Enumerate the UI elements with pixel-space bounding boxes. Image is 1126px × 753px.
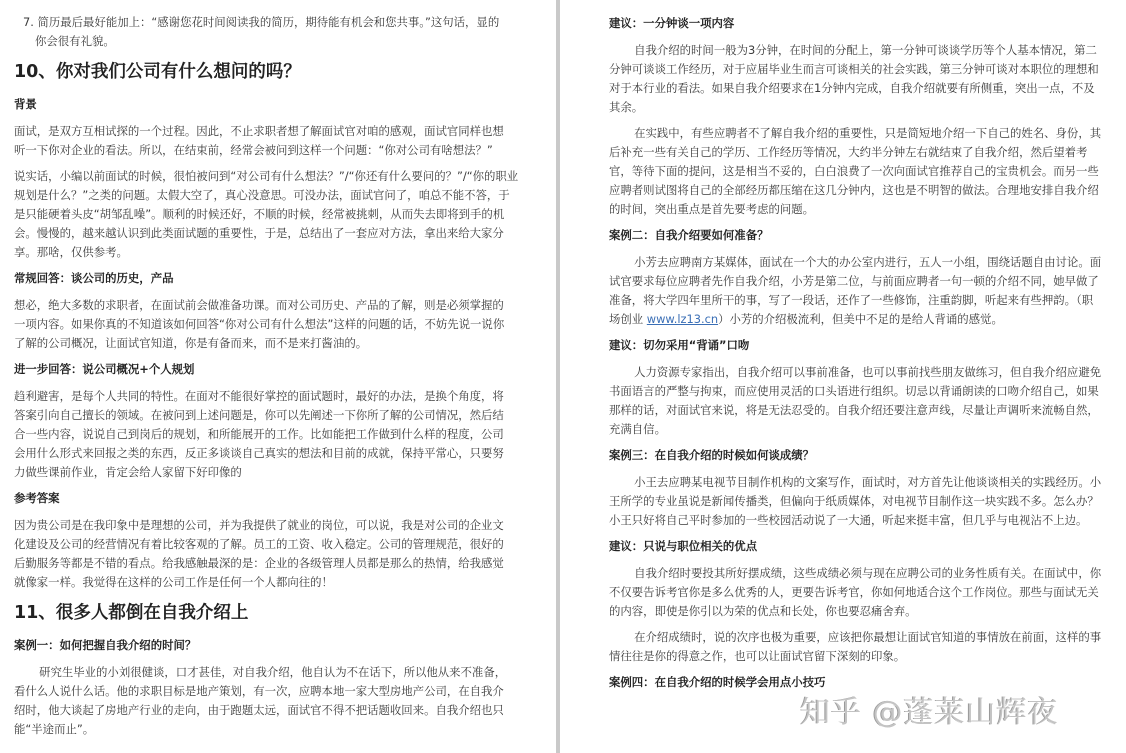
paragraph	[609, 473, 1101, 530]
text-line: 背景	[14, 97, 37, 111]
text-line: 后勤服务等都是不错的看点。给我感触最深的是：企业的各级管理人员都是那么的热情，给我感觉	[14, 556, 504, 570]
paragraph	[609, 363, 1101, 439]
text-line: 说实话，小编以前面试的时候，很怕被问到“对公司有什么想法？”/“你还有什么要问的？”/“你的职业	[14, 169, 519, 183]
text-line: 研究生毕业的小刘很健谈，口才甚佳，对自我介绍，他自认为不在话下，所以他从来不准备，	[39, 665, 507, 679]
text-line: 会用什么形式来回报之类的东西，反正多谈谈自己真实的想法和目前的成就，保持平常心，只要努	[14, 446, 504, 460]
text-line: 后补充一些有关自己的学历、工作经历等情况，大约半分钟左右就结束了自我介绍，然后望着考	[609, 145, 1088, 159]
text-line: 小芳去应聘南方某媒体，面试在一个大的办公室内进行，五人一小组，围绕话题自由讨论。面	[634, 255, 1102, 269]
website-link[interactable]: www.lz13.cn	[646, 312, 719, 326]
text-line: 化建设及公司的经营情况有着比较客观的了解。员工的工资、收入稳定。公司的管理规范，很好的	[14, 537, 504, 551]
paragraph	[14, 663, 518, 739]
subheading	[609, 226, 1101, 245]
text-line: 看什么人说什么话。他的求职目标是地产策划，有一次，应聘本地一家大型房地产公司，在自我介	[14, 684, 504, 698]
text-line: 的内容，即使是你引以为荣的优点和长处，你也要忍痛舍弃。	[609, 604, 917, 618]
paragraph	[609, 628, 1101, 666]
text-line: 能“半途而止”。	[14, 722, 95, 736]
subheading	[14, 95, 518, 114]
page-right-content	[609, 14, 1101, 692]
paragraph	[14, 167, 518, 262]
text-line: 10、你对我们公司有什么想问的吗？	[14, 62, 301, 82]
text-line: 应聘者则试图将自己的全部经历都压缩在这几分钟内，这也是不明智的做法。合理地安排自我介绍	[609, 183, 1099, 197]
text-line: 充满自信。	[609, 422, 666, 436]
text-line: 小王去应聘某电视节目制作机构的文案写作，面试时，对方首先让他谈谈相关的实践经历。小	[634, 475, 1102, 489]
text-line: 案例四：在自我介绍的时候学会用点小技巧	[609, 675, 826, 689]
text-line: 小王只好将自己平时参加的一些校园活动说了一大通，听起来挺丰富，但几乎与电视沾不上边。	[609, 513, 1088, 527]
paragraph	[609, 564, 1101, 621]
text-line: 7. 简历最后最好能加上：“感谢您花时间阅读我的简历，期待能有机会和您共事。”这句话，显的	[23, 15, 500, 29]
subheading	[14, 360, 518, 379]
section-heading	[14, 59, 518, 85]
page-left-content	[14, 13, 518, 739]
text-line: 力做些课前作业，肯定会给人家留下好印像的	[14, 465, 242, 479]
paragraph	[609, 124, 1101, 219]
text-line: 对于本行业的看法。如果自我介绍要求在1分钟内完成，自我介绍就要有所侧重，突出一点，不及	[609, 81, 1095, 95]
document-page-right	[560, 0, 1126, 753]
text-line: 分钟可谈谈工作经历，对于应届毕业生而言可谈相关的社会实践，第三分钟可谈对本职位的理想和	[609, 62, 1099, 76]
text-line: 建议：切勿采用“背诵”口吻	[609, 338, 750, 352]
text-line: 面试，是双方互相试探的一个过程。因此，不止求职者想了解面试官对咱的感观，面试官同样也想	[14, 124, 504, 138]
list-item	[14, 13, 518, 51]
text-line: 那样的话，对面试官来说，将是无法忍受的。自我介绍还要注意声线，尽量让声调听来流畅自然，	[609, 403, 1099, 417]
text-line: 不仅要告诉考官你是多么优秀的人，更要告诉考官，你如何地适合这个工作岗位。那些与面试无关	[609, 585, 1099, 599]
paragraph	[14, 122, 518, 160]
text-line: 人力资源专家指出，自我介绍可以事前准备，也可以事前找些朋友做练习，但自我介绍应避免	[634, 365, 1102, 379]
subheading	[14, 636, 518, 655]
text-line: 想必，绝大多数的求职者，在面试前会做准备功课。而对公司历史、产品的了解，则是必须掌握的	[14, 298, 504, 312]
subheading	[609, 336, 1101, 355]
text-line: 案例三：在自我介绍的时候如何谈成绩？	[609, 448, 815, 462]
text-line: 听一下你对企业的看法。所以，在结束前，经常会被问到这样一个问题：“你对公司有啥想法？”	[14, 143, 493, 157]
text-line: 自我介绍时要投其所好摆成绩，这些成绩必须与现在应聘公司的业务性质有关。在面试中，你	[634, 566, 1102, 580]
subheading	[609, 14, 1101, 33]
document-page-left	[0, 0, 556, 753]
zhihu-watermark: 知乎 @蓬莱山辉夜	[800, 695, 1059, 730]
text-line: 情往往是你的得意之作，也可以让面试官留下深刻的印象。	[609, 649, 906, 663]
paragraph	[14, 387, 518, 482]
paragraph	[609, 41, 1101, 117]
text-line: 趋利避害，是每个人共同的特性。在面对不能很好掌控的面试题时，最好的办法，是换个角度，将	[14, 389, 504, 403]
text-segment: ）小芳的介绍极流利，但美中不足的是给人背诵的感觉。	[718, 312, 1003, 326]
text-line: 其余。	[609, 100, 644, 114]
text-line: 建议：一分钟谈一项内容	[609, 16, 735, 30]
text-line: 参考答案	[14, 491, 60, 505]
text-line: 是只能硬着头皮“胡邹乱噪”。顺利的时候还好，不顺的时候，经常被挑刺，从而失去即将到手的机	[14, 207, 505, 221]
text-line: 你会很有礼貌。	[35, 34, 115, 48]
text-line: 会。慢慢的，越来越认识到此类面试题的重要性，于是，总结出了一套应对方法，拿出来给大家分	[14, 226, 504, 240]
text-line: 因为贵公司是在我印象中是理想的公司，并为我提供了就业的岗位，可以说，我是对公司的企业文	[14, 518, 504, 532]
text-line: 了解的公司概况，让面试官知道，你是有备而来，而不是来打酱油的。	[14, 336, 368, 350]
text-line: 答案引向自己擅长的领域。在被问到上述问题是，你可以先阐述一下你所了解的公司情况，然后结	[14, 408, 504, 422]
text-line: 的时间，突出重点是首先要考虑的问题。	[609, 202, 815, 216]
text-line	[609, 310, 1101, 329]
paragraph	[609, 253, 1101, 329]
text-line: 案例二：自我介绍要如何准备？	[609, 228, 769, 242]
paragraph	[14, 516, 518, 592]
text-line: 建议：只说与职位相关的优点	[609, 539, 758, 553]
text-line: 规划是什么？”之类的问题。太假大空了，真心没意思。可没办法，面试官问了，咱总不能不答，于	[14, 188, 510, 202]
text-line: 绍时，他大谈起了房地产行业的走向，由于跑题太远，面试官不得不把话题收回来。自我介绍也只	[14, 703, 504, 717]
section-heading	[14, 600, 518, 626]
text-segment: 场创业	[609, 312, 647, 326]
text-line: 试官要求每位应聘者先作自我介绍，小芳是第二位，与前面应聘者一句一顿的介绍不同，她早做了	[609, 274, 1099, 288]
text-line: 在介绍成绩时，说的次序也极为重要，应该把你最想让面试官知道的事情放在前面，这样的事	[634, 630, 1102, 644]
text-line: 就像家一样。我觉得在这样的公司工作是任何一个人都向往的！	[14, 575, 333, 589]
text-line: 在实践中，有些应聘者不了解自我介绍的重要性，只是简短地介绍一下自己的姓名、身份，其	[634, 126, 1102, 140]
subheading	[14, 489, 518, 508]
text-line: 王所学的专业虽说是新闻传播类，但偏向于纸质媒体，对电视节目制作这一块实践不多。怎么办？	[609, 494, 1099, 508]
text-line: 书面语言的严整与拘束，而应使用灵活的口头语进行组织。切忌以背诵朗读的口吻介绍自己，如果	[609, 384, 1099, 398]
text-line: 进一步回答：说公司概况+个人规划	[14, 362, 195, 376]
subheading	[14, 269, 518, 288]
text-line: 官，等待下面的提问，这是相当不妥的，白白浪费了一次向面试官推荐自己的宝贵机会。而另一些	[609, 164, 1099, 178]
text-line: 一项内容。如果你真的不知道该如何回答“你对公司有什么想法”这样的问题的话，不妨先说一说你	[14, 317, 505, 331]
subheading	[609, 446, 1101, 465]
text-line: 案例一：如何把握自我介绍的时间？	[14, 638, 197, 652]
text-line: 享。那啥，仅供参考。	[14, 245, 128, 259]
text-line: 合一些内容，说说自己到岗后的规划，和所能展开的工作。比如能把工作做到什么样的程度，公司	[14, 427, 504, 441]
text-line: 自我介绍的时间一般为3分钟，在时间的分配上，第一分钟可谈谈学历等个人基本情况，第二	[634, 43, 1097, 57]
subheading	[609, 537, 1101, 556]
text-line: 11、很多人都倒在自我介绍上	[14, 603, 249, 623]
paragraph	[14, 296, 518, 353]
text-line: 准备，将大学四年里所干的事，写了一段话，还作了一些修饰，注重韵脚，听起来有些押韵。（职	[609, 293, 1094, 307]
text-line: 常规回答：谈公司的历史，产品	[14, 271, 174, 285]
